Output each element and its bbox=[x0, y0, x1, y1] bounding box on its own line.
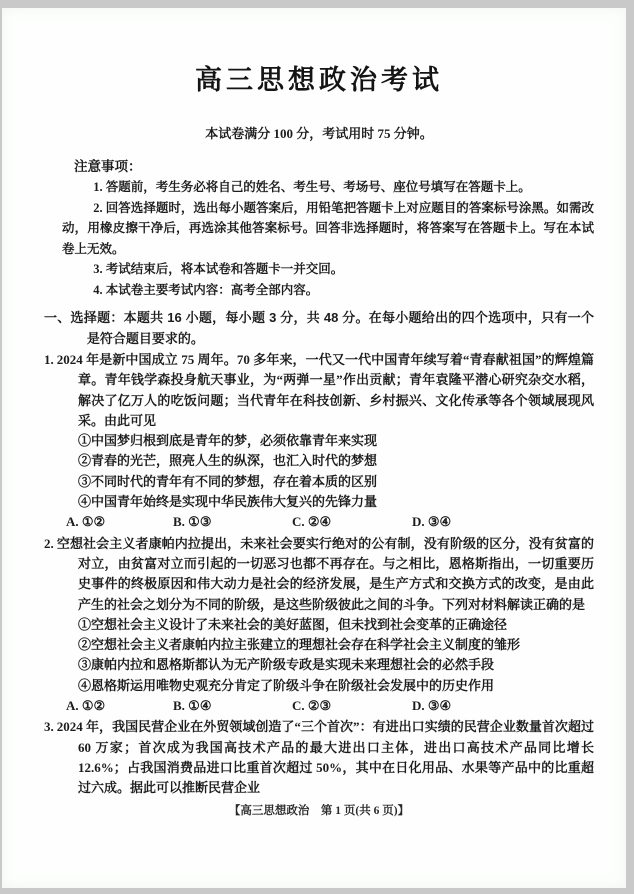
question-2-choice-d: D. ③④ bbox=[412, 698, 452, 714]
exam-paper-page bbox=[2, 8, 626, 888]
question-1-choice-d: D. ③④ bbox=[412, 514, 452, 530]
notice-list bbox=[62, 177, 594, 300]
question-1-statement-2: ②青春的光芒，照亮人生的纵深，也汇入时代的梦想 bbox=[78, 453, 378, 469]
question-2-choices bbox=[44, 696, 594, 716]
question-1-choices bbox=[44, 512, 594, 532]
question-1-number: 1. bbox=[44, 352, 54, 367]
question-2-choice-b: B. ①④ bbox=[173, 698, 212, 714]
notice-item-1: 1. 答题前，考生务必将自己的姓名、考生号、考场号、座位号填写在答题卡上。 bbox=[93, 180, 531, 194]
question-1-choice-a: A. ①② bbox=[66, 514, 106, 530]
question-2-number: 2. bbox=[44, 535, 54, 551]
question-1-choice-b: B. ①③ bbox=[173, 514, 212, 530]
question-2-statement-2: ②空想社会主义者康帕内拉主张建立的理想社会存在科学社会主义制度的雏形 bbox=[78, 637, 521, 653]
notice-item-3: 3. 考试结束后，将本试卷和答题卡一并交回。 bbox=[93, 262, 344, 276]
notice-heading: 注意事项： bbox=[74, 159, 142, 174]
question-1-statement-1: ①中国梦归根到底是青年的梦，必须依靠青年来实现 bbox=[78, 433, 378, 449]
section-heading: 一、选择题：本题共 16 小题，每小题 3 分，共 48 分。在每小题给出的四个选项中，只有一个是符合题目要求的。 bbox=[44, 310, 594, 346]
question-2-statement-3: ③康帕内拉和恩格斯都认为无产阶级专政是实现未来理想社会的必然手段 bbox=[78, 657, 495, 673]
question-2-choice-a: A. ①② bbox=[66, 698, 106, 714]
question-3-text: 2024 年，我国民营企业在外贸领域创造了“三个首次”：有进出口实绩的民营企业数量首次超过 60 万家；首次成为我国高技术产品的最大进出口主体，进出口高技术产品同比增长 12.6%；占我国消费品进口比重首次超过 50%，其中在日化用品、水果等产品中的比重超过六成。据此可以推断民营企业 bbox=[56, 719, 594, 796]
question-1-choice-c: C. ②④ bbox=[292, 514, 332, 530]
question-2-statement-1: ①空想社会主义设计了未来社会的美好蓝图，但未找到社会变革的正确途径 bbox=[78, 616, 508, 632]
question-1-text: 2024 年是新中国成立 75 周年。70 多年来，一代又一代中国青年续写着“青春献祖国”的辉煌篇章。青年钱学森投身航天事业，为“两弹一星”作出贡献；青年袁隆平潜心研究杂交水稻，解决了亿万人的吃饭问题；当代青年在科技创新、乡村振兴、文化传承等各个领域展现风采。由此可见 bbox=[56, 352, 594, 428]
question-3 bbox=[44, 717, 594, 798]
question-1-stem bbox=[44, 350, 594, 431]
notice-item-2: 2. 回答选择题时，选出每小题答案后，用铅笔把答题卡上对应题目的答案标号涂黑。如需改动，用橡皮擦干净后，再选涂其他答案标号。回答非选择题时，将答案写在答题卡上。写在本试卷上无效。 bbox=[62, 200, 594, 256]
question-1-statement-3: ③不同时代的青年有不同的梦想，存在着本质的区别 bbox=[78, 473, 378, 489]
question-1 bbox=[44, 350, 594, 533]
notice-item-4: 4. 本试卷主要考试内容：高考全部内容。 bbox=[93, 282, 319, 297]
question-2-stem bbox=[44, 534, 594, 615]
question-2-text: 空想社会主义者康帕内拉提出，未来社会要实行绝对的公有制，没有阶级的区分，没有贫富的对立，由贫富对立而引起的一切恶习也都不再存在。与之相比，恩格斯指出，一切重要历史事件的终极原因和伟大动力是社会的经济发展，是生产方式和交换方式的改变，是由此产生的社会之划分为不同的阶级，是这些阶级彼此之间的斗争。下列对材料解读正确的是 bbox=[56, 535, 594, 612]
page-footer: 【高三思想政治 第 1 页(共 6 页)】 bbox=[228, 804, 410, 817]
page-title: 高三思想政治考试 bbox=[195, 65, 443, 95]
question-3-number: 3. bbox=[44, 719, 54, 735]
question-2 bbox=[44, 534, 594, 717]
question-1-statement-4: ④中国青年始终是实现中华民族伟大复兴的先锋力量 bbox=[78, 494, 378, 510]
question-2-statement-4: ④恩格斯运用唯物史观充分肯定了阶级斗争在阶级社会发展中的历史作用 bbox=[78, 677, 495, 693]
question-3-stem bbox=[44, 717, 594, 798]
exam-meta-line: 本试卷满分 100 分，考试用时 75 分钟。 bbox=[205, 126, 433, 141]
question-2-choice-c: C. ②③ bbox=[292, 698, 332, 714]
